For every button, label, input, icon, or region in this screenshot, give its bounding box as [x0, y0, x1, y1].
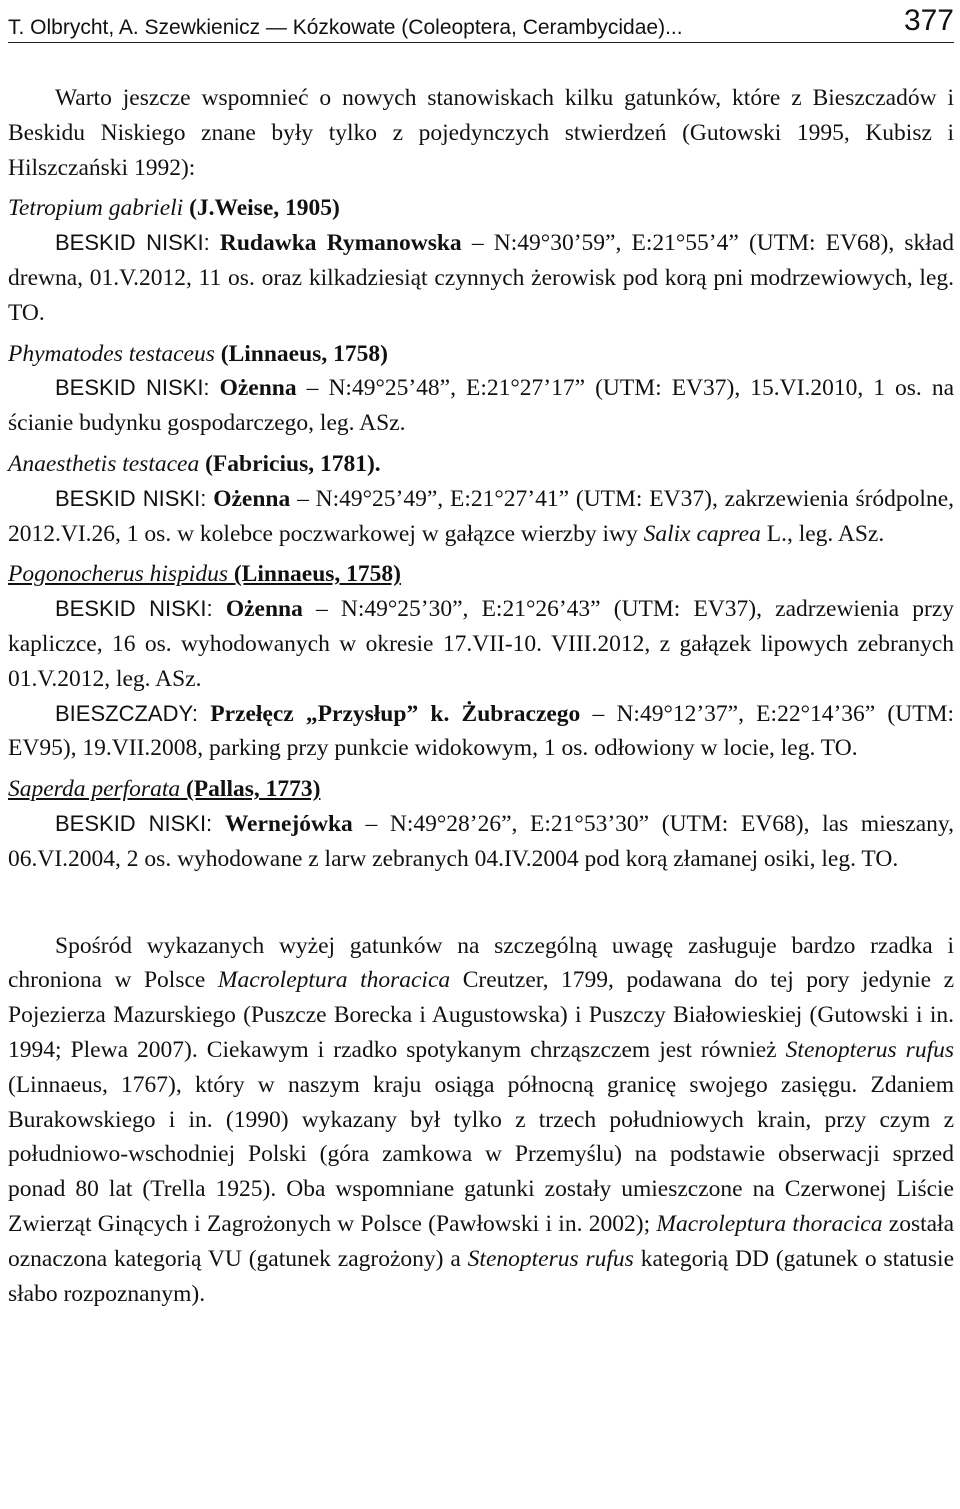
species-name: Tetropium gabrieli — [8, 195, 184, 222]
record-locality: Wernejówka — [224, 810, 353, 837]
record-locality: Ożenna — [213, 485, 291, 512]
record-details: – N:49°28’26”, E:21°53’30” (UTM: EV68), las mieszany, 06.VI.2004, 2 os. wyhodowane z larw zebranych 04.IV.2004 pod korą złamanej osiki, leg. TO. — [8, 810, 955, 872]
species-mention: Stenopterus rufus — [467, 1245, 634, 1272]
host-plant: Salix caprea — [643, 520, 761, 547]
record-region: BIESZCZADY: — [55, 700, 199, 726]
record-locality: Ożenna — [219, 375, 297, 402]
species-heading — [8, 337, 954, 372]
species-name: Phymatodes testaceus — [8, 340, 215, 367]
discussion-text: Spośród wykazanych wyżej gatunków na szczególną uwagę zasługuje bardzo rzadka i chroniona w Polsce — [8, 932, 954, 994]
record — [8, 482, 954, 552]
record — [8, 371, 954, 441]
record — [8, 226, 954, 330]
discussion-text: została oznaczona kategorią VU (gatunek zagrożony) a — [8, 1210, 955, 1272]
species-heading — [8, 772, 954, 807]
record — [8, 592, 954, 696]
species-author: (Pallas, 1773) — [185, 776, 321, 803]
record-region: BESKID NISKI: — [55, 230, 210, 256]
record — [8, 697, 954, 767]
running-header — [8, 2, 954, 43]
record-details: – N:49°25’49”, E:21°27’41” (UTM: EV37), zakrzewienia śródpolne, 2012.VI.26, 1 os. w kolebce poczwarkowej w gałązce wierzby iwy — [8, 485, 954, 547]
discussion-text: kategorią DD (gatunek o statusie słabo rozpoznanym). — [8, 1245, 955, 1307]
intro-paragraph: Warto jeszcze wspomnieć o nowych stanowiskach kilku gatunków, które z Bieszczadów i Beskidu Niskiego znane były tylko z pojedynczych stwierdzeń (Gutowski 1995, Kubisz i Hilszczański 1992): — [8, 85, 954, 181]
discussion-paragraph — [8, 929, 954, 1312]
record-details: – N:49°25’48”, E:21°27’17” (UTM: EV37), 15.VI.2010, 1 os. na ścianie budynku gospodarczego, leg. ASz. — [8, 375, 955, 437]
species-author: (Linnaeus, 1758) — [220, 340, 388, 367]
running-title: T. Olbrycht, A. Szewkienicz — Kózkowate (Coleoptera, Cerambycidae)... — [8, 16, 683, 39]
species-mention: Macroleptura thoracica — [217, 967, 451, 994]
page-number: 377 — [903, 4, 954, 37]
record-region: BESKID NISKI: — [55, 596, 213, 622]
species-mention: Stenopterus rufus — [785, 1036, 955, 1063]
record — [8, 807, 954, 877]
record-region: BESKID NISKI: — [55, 375, 210, 401]
discussion-text: Creutzer, 1799, podawana do tej pory jedynie z Pojezierza Mazurskiego (Puszcze Borecka i Augustowska) i Puszczy Białowieskiej (Gutowski i in. 1994; Plewa 2007). Ciekawym i rzadko spotykanym chrząszczem jest również — [8, 967, 955, 1063]
species-heading — [8, 557, 954, 592]
record-region: BESKID NISKI: — [55, 485, 207, 511]
record-details: – N:49°12’37”, E:22°14’36” (UTM: EV95), 19.VII.2008, parking przy punkcie widokowym, 1 os. odłowiony w locie, leg. TO. — [8, 700, 954, 762]
record-details: – N:49°25’30”, E:21°26’43” (UTM: EV37), zadrzewienia przy kapliczce, 16 os. wyhodowanych w okresie 17.VII-10. VIII.2012, z gałązek lipowych zebranych 01.V.2012, leg. ASz. — [8, 596, 954, 692]
species-name: Saperda perforata — [8, 776, 181, 803]
record-region: BESKID NISKI: — [55, 810, 213, 836]
species-author: (Fabricius, 1781). — [205, 450, 381, 477]
species-author: (Linnaeus, 1758) — [233, 561, 401, 588]
record-locality: Ożenna — [225, 596, 303, 623]
species-name: Pogonocherus hispidus — [8, 561, 228, 588]
article-body — [8, 81, 954, 1311]
record-locality: Rudawka Rymanowska — [219, 230, 462, 257]
record-locality: Przełęcz „Przysłup” k. Żubraczego — [210, 700, 581, 727]
record-details: – N:49°30’59”, E:21°55’4” (UTM: EV68), skład drewna, 01.V.2012, 11 os. oraz kilkadziesiąt czynnych żerowisk pod korą pni modrzewiowych, leg. TO. — [8, 230, 955, 326]
species-heading — [8, 191, 954, 226]
species-author: (J.Weise, 1905) — [189, 195, 340, 222]
species-mention: Macroleptura thoracica — [656, 1210, 883, 1237]
species-heading — [8, 447, 954, 482]
record-details-end: L., leg. ASz. — [766, 520, 885, 547]
discussion-text: (Linnaeus, 1767), który w naszym kraju osiąga północną granicę swojego zasięgu. Zdaniem Burakowskiego i in. (1990) wykazany był tylko z trzech południowych krain, przy czym z południowo-wschodniej Polski (góra zamkowa w Przemyślu) na podstawie obserwacji sprzed ponad 80 lat (Trella 1925). Oba wspomniane gatunki zostały umieszczone na Czerwonej Liście Zwierząt Ginących i Zagrożonych w Polsce (Pawłowski i in. 2002); — [8, 1071, 954, 1237]
species-name: Anaesthetis testacea — [8, 450, 200, 477]
